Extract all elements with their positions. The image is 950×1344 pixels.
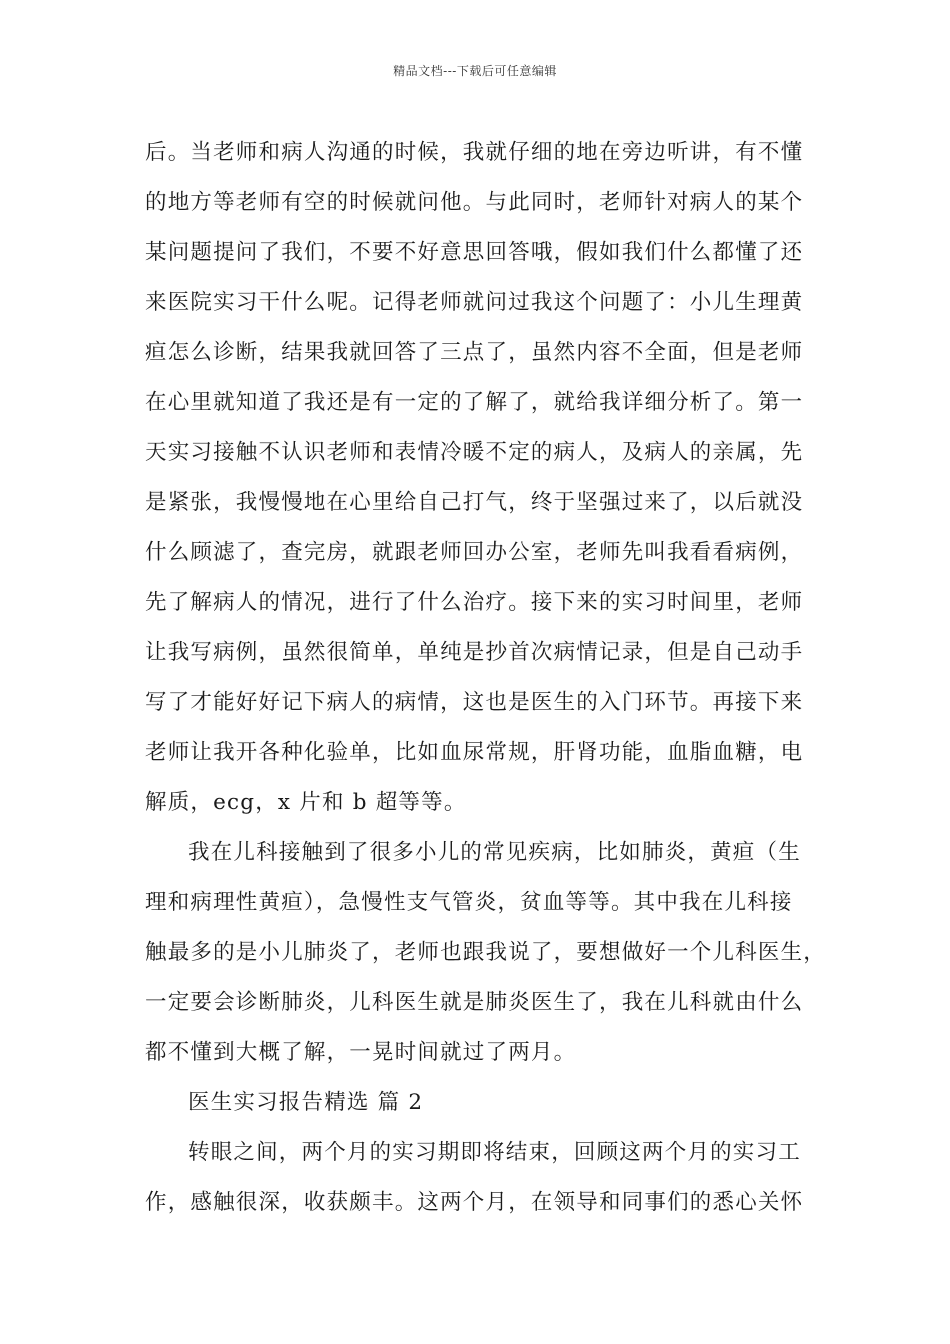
- text-line: 先了解病人的情况，进行了什么治疗。接下来的实习时间里，老师: [145, 590, 804, 615]
- text-line: 天实习接触不认识老师和表情冷暖不定的病人，及病人的亲属，先: [145, 440, 804, 465]
- text-line: 作，感触很深，收获颇丰。这两个月，在领导和同事们的悉心关怀: [145, 1190, 804, 1215]
- text-line: 理和病理性黄疸），急慢性支气管炎，贫血等等。其中我在儿科接: [145, 890, 793, 915]
- text-line: 让我写病例，虽然很简单，单纯是抄首次病情记录，但是自己动手: [145, 640, 804, 665]
- text-line: 是紧张，我慢慢地在心里给自己打气，终于坚强过来了，以后就没: [145, 490, 804, 515]
- text-line: 写了才能好好记下病人的病情，这也是医生的入门环节。再接下来: [145, 690, 804, 715]
- section-heading: 医生实习报告精选 篇 2: [188, 1090, 424, 1115]
- text-line: 某问题提问了我们，不要不好意思回答哦，假如我们什么都懂了还: [145, 240, 804, 265]
- text-line: 来医院实习干什么呢。记得老师就问过我这个问题了：小儿生理黄: [145, 290, 804, 315]
- text-line: 什么顾滤了，查完房，就跟老师回办公室，老师先叫我看看病例，: [145, 540, 804, 565]
- text-line: 的地方等老师有空的时候就问他。与此同时，老师针对病人的某个: [145, 190, 804, 215]
- text-line: 一定要会诊断肺炎，儿科医生就是肺炎医生了，我在儿科就由什么: [145, 990, 804, 1015]
- text-line: 老师让我开各种化验单，比如血尿常规，肝肾功能，血脂血糖，电: [145, 740, 804, 765]
- text-line: 后。当老师和病人沟通的时候，我就仔细的地在旁边听讲，有不懂: [145, 140, 804, 165]
- document-body: [145, 128, 827, 1228]
- page-header: 精品文档---下载后可任意编辑: [393, 64, 557, 78]
- paragraph-start-line: 我在儿科接触到了很多小儿的常见疾病，比如肺炎，黄疸（生: [188, 840, 801, 865]
- text-line: 解质，ecg，x 片和 b 超等等。: [145, 790, 467, 815]
- paragraph-start-line: 转眼之间，两个月的实习期即将结束，回顾这两个月的实习工: [188, 1140, 801, 1165]
- text-line: 触最多的是小儿肺炎了，老师也跟我说了，要想做好一个儿科医生，: [145, 940, 827, 965]
- text-line: 都不懂到大概了解，一晃时间就过了两月。: [145, 1040, 577, 1065]
- text-line: 在心里就知道了我还是有一定的了解了，就给我详细分析了。第一: [145, 390, 804, 415]
- text-line: 疸怎么诊断，结果我就回答了三点了，虽然内容不全面，但是老师: [145, 340, 804, 365]
